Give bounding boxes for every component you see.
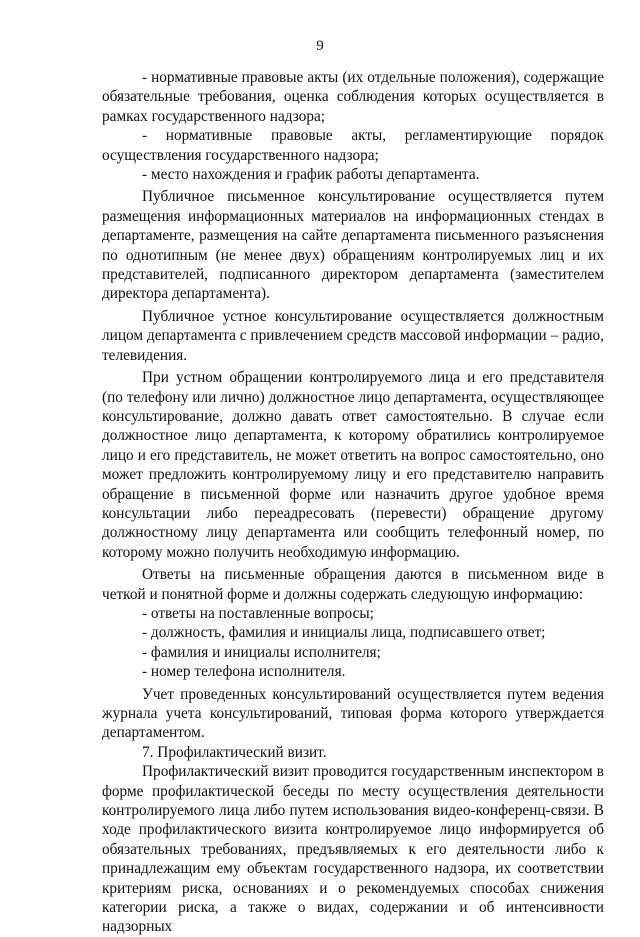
list-item-executor: - фамилия и инициалы исполнителя; — [142, 643, 381, 661]
paragraph-consulting-log: Учет проведенных консультирований осуществляется путем ведения журнала учета консультирований, типовая форма которого утверждается департаментом. — [102, 685, 604, 742]
paragraph-oral-consulting: Публичное устное консультирование осуществляется должностным лицом департамента с привлечением средств массовой информации – радио, телевидения. — [102, 307, 604, 364]
page-number: 9 — [316, 38, 324, 54]
list-item-answers: - ответы на поставленные вопросы; — [142, 604, 374, 622]
paragraph-preventive-visit: Профилактический визит проводится государственным инспектором в форме профилактической беседы по месту осуществления деятельности контролируемого лица либо путем использования видео-конференц-связи. В ходе профилактического визита контролируемое лицо информируется об обязательных требованиях, предъявляемых к его деятельности либо к принадлежащим ему объектам государственного надзора, их соответствии критериям риска, основаниях и о рекомендуемых способах снижения категории риска, а также о видах, содержании и об интенсивности надзорных — [102, 763, 604, 936]
paragraph-location-schedule: - место нахождения и график работы департамента. — [142, 166, 480, 184]
paragraph-acts-procedure: - нормативные правовые акты, регламентирующие порядок осуществления государственного надзора; — [102, 127, 604, 164]
paragraph-oral-request: При устном обращении контролируемого лица и его представителя (по телефону или лично) должностное лицо департамента, осуществляющее консультирование, должно давать ответ самостоятельно. В случае если должностное лицо департамента, к которому обратились контролируемое лицо и его представитель, не может ответить на вопрос самостоятельно, оно может предложить контролируемому лицу и его представителю направить обращение в письменной форме или назначить другое удобное время консультации либо переадресовать (перевести) обращение другому должностному лицу департамента или сообщить телефонный номер, по которому можно получить необходимую информацию. — [102, 369, 604, 561]
list-item-phone: - номер телефона исполнителя. — [142, 663, 346, 681]
paragraph-written-consulting: Публичное письменное консультирование осуществляется путем размещения информационных материалов на информационных стендах в департаменте, размещения на сайте департамента письменного разъяснения по однотипным (не менее двух) обращениям контролируемых лиц и их представителей, подписанного директором департамента (заместителем директора департамента). — [102, 188, 604, 303]
paragraph-written-answers: Ответы на письменные обращения даются в письменном виде в четкой и понятной форме и должны содержать следующую информацию: — [102, 566, 604, 603]
section-heading-preventive-visit: 7. Профилактический визит. — [142, 743, 327, 761]
paragraph-acts-requirements: - нормативные правовые акты (их отдельные положения), содержащие обязательные требования, оценка соблюдения которых осуществляется в рамках государственного надзора; — [102, 69, 604, 125]
document-body — [102, 68, 604, 937]
list-item-signer: - должность, фамилия и инициалы лица, подписавшего ответ; — [142, 624, 546, 642]
